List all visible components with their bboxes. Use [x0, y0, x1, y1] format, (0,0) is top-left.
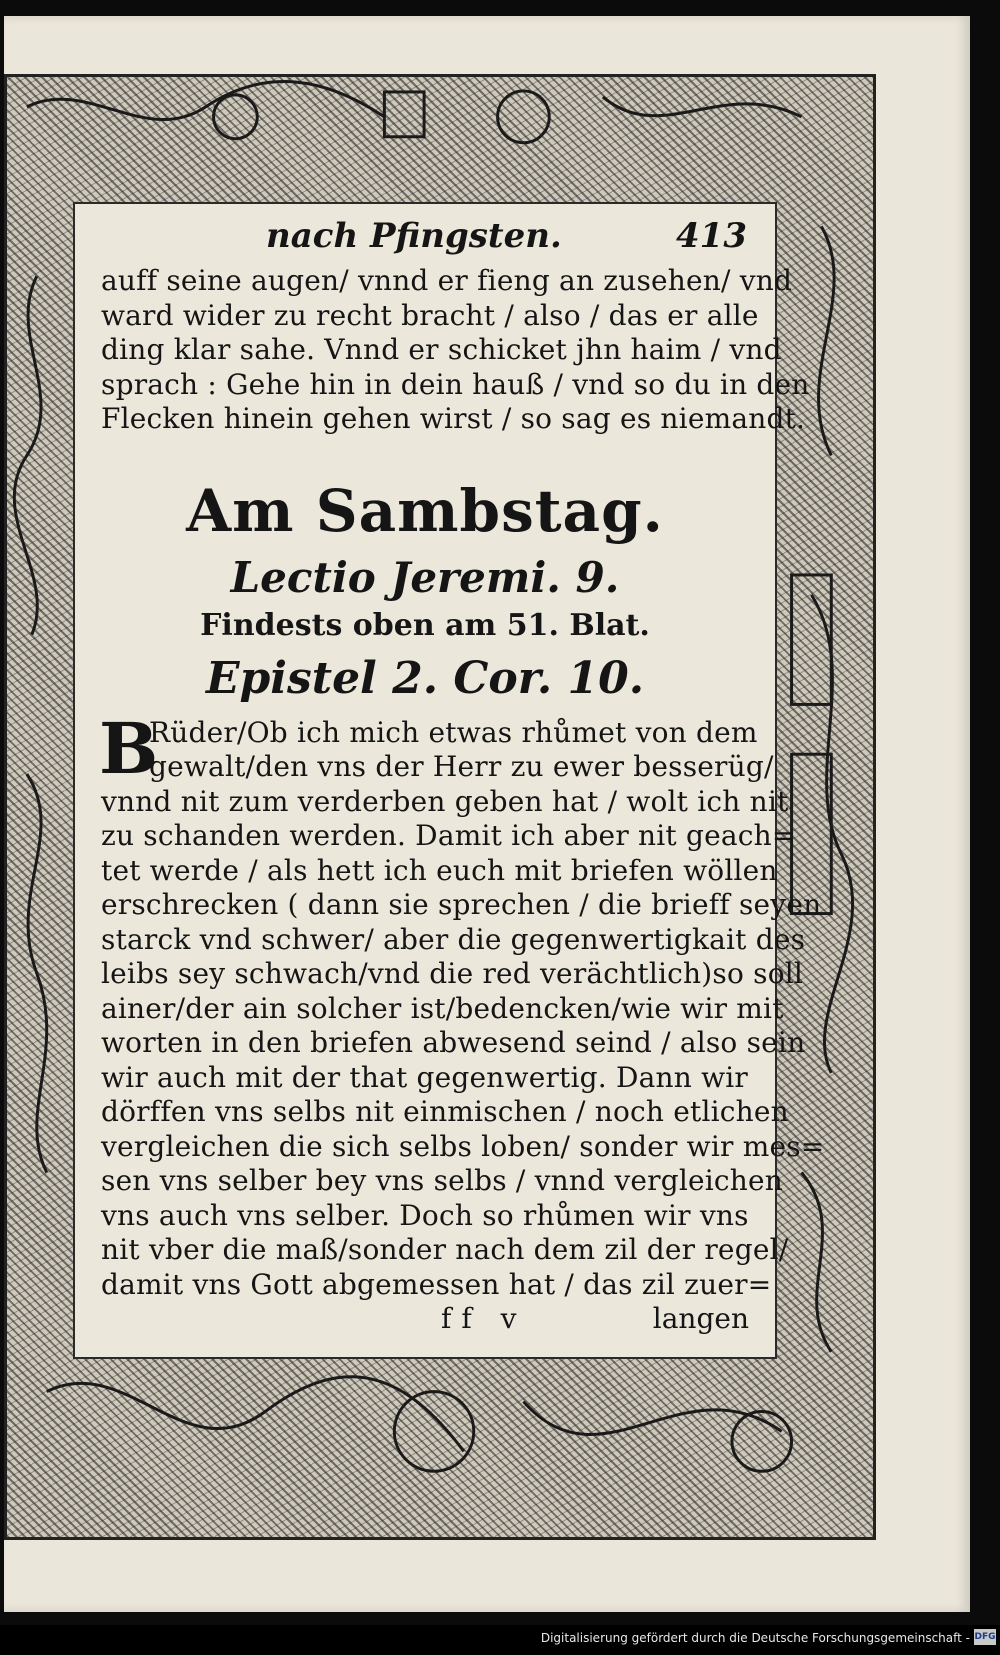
text-line: auff seine augen/ vnnd er fieng an zusehen/ vnd	[101, 264, 793, 297]
text-line: vns auch vns selber. Doch so rhůmen wir vns	[101, 1198, 749, 1232]
text-line: ward wider zu recht bracht / also / das er alle	[101, 298, 759, 332]
text-line: erschrecken ( dann sie sprechen / die brieff seyen	[101, 888, 822, 921]
funding-credit: Digitalisierung gefördert durch die Deutsche Forschungsgemeinschaft -	[540, 1631, 970, 1645]
text-line: starck vnd schwer/ aber die gegenwertigkait des	[101, 922, 806, 956]
running-title: nach Pfingsten.	[266, 216, 562, 256]
reference-note: Findests oben am 51. Blat.	[200, 607, 650, 643]
text-line: tet werde / als hett ich euch mit briefen wöllen	[101, 853, 778, 887]
text-line: gewalt/den vns der Herr zu ewer besserüg/	[149, 750, 774, 783]
catchword: langen	[652, 1302, 749, 1335]
text-line: leibs sey schwach/vnd die red verächtlich)so soll	[101, 957, 804, 990]
text-line: ainer/der ain solcher ist/bedencken/wie wir mit	[101, 991, 784, 1025]
lesson-heading: Lectio Jeremi. 9.	[230, 552, 620, 602]
text-line: Flecken hinein gehen wirst / so sag es niemandt.	[101, 402, 806, 435]
book-page	[4, 16, 970, 1612]
catchline	[101, 1302, 749, 1336]
footer-bar	[0, 1625, 1000, 1655]
text-line: wir auch mit der that gegenwertig. Dann wir	[101, 1060, 749, 1094]
text-line: nit vber die maß/sonder nach dem zil der regel/	[101, 1233, 789, 1266]
signature-mark: ff v	[441, 1302, 527, 1335]
text-line: dörffen vns selbs nit einmischen / noch etlichen	[101, 1095, 789, 1128]
text-line: zu schanden werden. Damit ich aber nit geach=	[101, 819, 796, 852]
page-number: 413	[676, 216, 747, 256]
text-line: ding klar sahe. Vnnd er schicket jhn haim / vnd	[101, 333, 782, 366]
epistle-heading: Epistel 2. Cor. 10.	[205, 652, 645, 704]
text-line: vnnd nit zum verderben geben hat / wolt ich nit	[101, 784, 789, 818]
running-head	[101, 216, 749, 264]
drop-initial: B	[99, 706, 159, 790]
text-block	[73, 202, 825, 1359]
text-line: damit vns Gott abgemessen hat / das zil zuer=	[101, 1267, 772, 1301]
text-line: sprach : Gehe hin in dein hauß / vnd so du in den	[101, 367, 810, 401]
text-line: sen vns selber bey vns selbs / vnnd vergleichen	[101, 1164, 784, 1197]
day-heading: Am Sambstag.	[186, 476, 664, 545]
text-line: Rüder/Ob ich mich etwas rhůmet von dem	[149, 715, 758, 749]
dfg-logo-icon: DFG	[974, 1629, 996, 1645]
woodcut-border	[4, 74, 876, 1540]
text-line: vergleichen die sich selbs loben/ sonder wir mes=	[101, 1129, 825, 1163]
epistle-text	[99, 706, 825, 1303]
gospel-ending	[101, 264, 810, 437]
text-line: worten in den briefen abwesend seind / also sein	[101, 1026, 806, 1059]
